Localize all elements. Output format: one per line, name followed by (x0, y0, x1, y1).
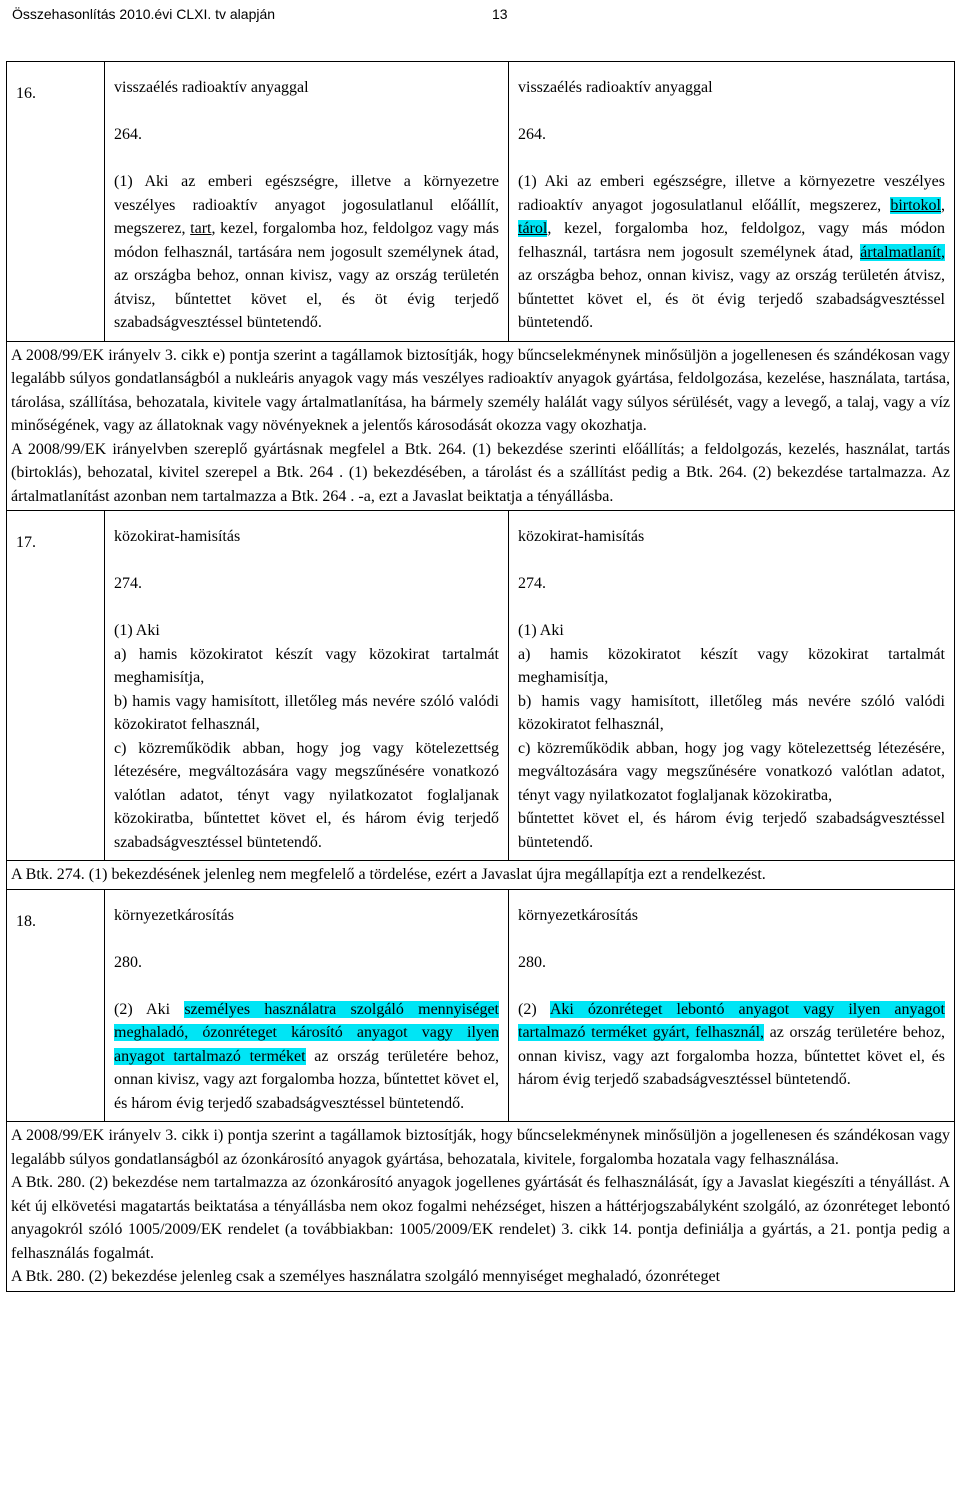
current-text-cell (105, 62, 509, 342)
current-text-cell (105, 511, 509, 861)
spacer (114, 147, 499, 171)
proposed-paragraph: (2) Aki ózonréteget lebontó anyagot vagy ilyen anyagot tartalmazó terméket gyárt, felhasznál, az ország területére behoz, onnan kivisz, vagy azt forgalomba hozza, bűntettet követ el, és három évig terjedő szabadságvesztéssel büntetendő. (518, 1000, 946, 1088)
explanation-paragraph: A Btk. 280. (2) bekezdése jelenleg csak a személyes használatra szolgáló mennyiséget meghaladó, ózonréteget (11, 1268, 721, 1285)
current-article-title: visszaélés radioaktív anyaggal (114, 79, 309, 96)
proposed-section-number: 280. (518, 953, 546, 971)
current-section-number: 264. (114, 126, 142, 143)
proposed-paragraph: bűntettet követ el, és három évig terjedő szabadságvesztéssel büntetendő. (518, 810, 945, 851)
proposed-article-title: közokirat-hamisítás (518, 528, 645, 545)
spacer (518, 927, 945, 951)
spacer (114, 974, 499, 998)
proposed-text-cell (509, 62, 955, 342)
article-row (7, 889, 955, 1122)
current-paragraph: (2) Aki személyes használatra szolgáló mennyiséget meghaladó, ózonréteget károsító anyagot vagy ilyen anyagot tartalmazó terméket az ország területére behoz, onnan kivisz, vagy azt forgalomba hozza, bűntettet követ el, és három évig terjedő szabadságvesztéssel büntetendő. (114, 1000, 500, 1112)
current-article-title: környezetkárosítás (114, 906, 234, 924)
note-row (7, 1122, 955, 1292)
article-row (7, 511, 955, 861)
spacer (114, 549, 499, 573)
explanation-paragraph: A Btk. 280. (2) bekezdése nem tartalmazza az ózonkárosító anyagok jogellenes gyártását és felhasználását, így a Javaslat kiegészíti a tényállást. A két új elkövetési magatartás beiktatása a tényállásba nem okoz fogalmi nehézséget, hiszen a háttérjogszabályként szolgáló, az ózonréteget lebontó anyagokról szóló 1005/2009/EK rendelet (a továbbiakban: 1005/2009/EK rendelet) 3. cikk 14. pontja definiálja a gyártás, a 21. pontja pedig a felhasználás fogalmát. (11, 1174, 950, 1262)
spacer (114, 100, 499, 124)
spacer (114, 927, 499, 951)
proposed-section-number: 274. (518, 575, 546, 592)
current-paragraph: (1) Aki (114, 622, 160, 639)
current-text-cell (105, 889, 509, 1122)
proposed-paragraph: (1) Aki (518, 622, 564, 639)
explanation-paragraph: A 2008/99/EK irányelvben szereplő gyártásnak megfelel a Btk. 264. (1) bekezdése szerinti előállítás; a feldolgozás, kezelés, használat, tartás (birtoklás), behozatal, kivitel szerepel a Btk. 264 . (1) bekezdésében, a tárolást és a szállítást pedig a Btk. 264. (2) bekezdése tartalmazza. Az ártalmatlanítást azonban nem tartalmazza a Btk. 264 . -a, ezt a Javaslat beiktatja a tényállásba. (11, 440, 950, 505)
header-title: Összehasonlítás 2010.évi CLXI. tv alapján (12, 6, 276, 22)
spacer (518, 974, 945, 998)
highlighted-text: Aki ózonréteget lebontó anyagot vagy ilyen anyagot tartalmazó terméket gyárt, felhasznál, (518, 1000, 945, 1041)
proposed-text-cell (509, 511, 955, 861)
spacer (518, 549, 945, 573)
note-row (7, 861, 955, 890)
comparison-table-body (7, 62, 955, 1292)
highlighted-text: személyes használatra szolgáló mennyiséget meghaladó, ózonréteget károsító anyagot vagy ilyen anyagot tartalmazó terméket (114, 1000, 499, 1065)
proposed-article-title: visszaélés radioaktív anyaggal (518, 79, 713, 96)
page-number: 13 (492, 6, 508, 22)
proposed-article-title: környezetkárosítás (518, 906, 638, 924)
proposed-paragraph: a) hamis közokiratot készít vagy közokirat tartalmát meghamisítja, (518, 645, 945, 686)
explanation-paragraph: A 2008/99/EK irányelv 3. cikk i) pontja szerint a tagállamok biztosítják, hogy bűncselekménynek minősüljön a jogellenesen és szándékosan vagy legalább súlyos gondatlanságból az ózonkárosító anyagok gyártása, behozatala, kivitele, forgalomba hozatala vagy felhasználása. (11, 1127, 950, 1168)
current-section-number: 274. (114, 575, 142, 592)
row-number: 16. (7, 62, 105, 342)
highlighted-text: ártalmatlanít, (860, 243, 945, 261)
spacer (114, 596, 499, 620)
explanation-paragraph: A 2008/99/EK irányelv 3. cikk e) pontja szerint a tagállamok biztosítják, hogy bűncselekménynek minősüljön a jogellenesen és szándékosan vagy legalább súlyos gondatlanságból a nukleáris anyagok vagy más veszélyes radioaktív anyagok gyártása, feldolgozása, kezelése, használata, tartása, tárolása, szállítása, behozatala, kivitele vagy ártalmatlanítása, ha bármely személy halálát vagy súlyos sérülését, vagy a levegő, a talaj, vagy a víz minőségének, vagy az állatoknak vagy növényeknek a jelentős károsodását okozza vagy okozhatja. (11, 346, 950, 434)
row-number: 17. (7, 511, 105, 861)
comparison-table (6, 61, 955, 1292)
highlighted-text: birtokol (890, 196, 941, 214)
proposed-paragraph: c) közreműködik abban, hogy jog vagy kötelezettség létezésére, megváltozására vagy megszűnésére vonatkozó valótlan adatot, tényt vagy nyilatkozatot foglaljanak közokiratba, (518, 739, 945, 804)
explanation-cell (7, 861, 955, 890)
current-section-number: 280. (114, 953, 142, 971)
page-header (0, 3, 960, 25)
spacer (518, 596, 945, 620)
proposed-section-number: 264. (518, 126, 546, 143)
row-number: 18. (7, 889, 105, 1122)
current-article-title: közokirat-hamisítás (114, 528, 241, 545)
current-paragraph: b) hamis vagy hamisított, illetőleg más nevére szóló valódi közokiratot felhasznál, (114, 692, 499, 733)
current-paragraph: (1) Aki az emberi egészségre, illetve a környezetre veszélyes radioaktív anyagot jogosulatlanul előállít, megszerez, tart, kezel, forgalomba hoz, feldolgoz vagy más módon felhasznál, tartására nem jogosult személynek átad, az országba behoz, onnan kivisz, vagy az ország területén átvisz, bűntettet követ el, és öt évig terjedő szabadságvesztéssel büntetendő. (114, 173, 500, 331)
article-row (7, 62, 955, 342)
highlighted-text: tárol (518, 220, 548, 237)
note-row (7, 341, 955, 511)
underlined-text: tart (190, 220, 212, 237)
current-paragraph: a) hamis közokiratot készít vagy közokirat tartalmát meghamisítja, (114, 645, 499, 686)
explanation-paragraph: A Btk. 274. (1) bekezdésének jelenleg nem megfelelő a tördelése, ezért a Javaslat újra megállapítja ezt a rendelkezést. (11, 866, 766, 883)
proposed-text-cell (509, 889, 955, 1122)
proposed-paragraph: b) hamis vagy hamisított, illetőleg más nevére szóló valódi közokiratot felhasznál, (518, 692, 945, 733)
proposed-paragraph: (1) Aki az emberi egészségre, illetve a környezetre veszélyes radioaktív anyagot jogosulatlanul előállít, megszerez, birtokol, tárol, kezel, forgalomba hoz, feldolgoz, vagy más módon felhasznál, tartásra nem jogosult személynek átad, ártalmatlanít, az országba behoz, onnan kivisz, vagy az ország területén átvisz, bűntettet követ el, és öt évig terjedő szabadságvesztéssel büntetendő. (518, 173, 945, 331)
explanation-cell (7, 341, 955, 511)
spacer (518, 100, 945, 124)
current-paragraph: c) közreműködik abban, hogy jog vagy kötelezettség létezésére, megváltozására vagy megszűnésére vonatkozó valótlan adatot, tényt vagy nyilatkozatot foglaljanak közokiratba, bűntettet követ el, és három évig terjedő szabadságvesztéssel büntetendő. (114, 739, 499, 851)
spacer (518, 147, 945, 171)
explanation-cell (7, 1122, 955, 1292)
